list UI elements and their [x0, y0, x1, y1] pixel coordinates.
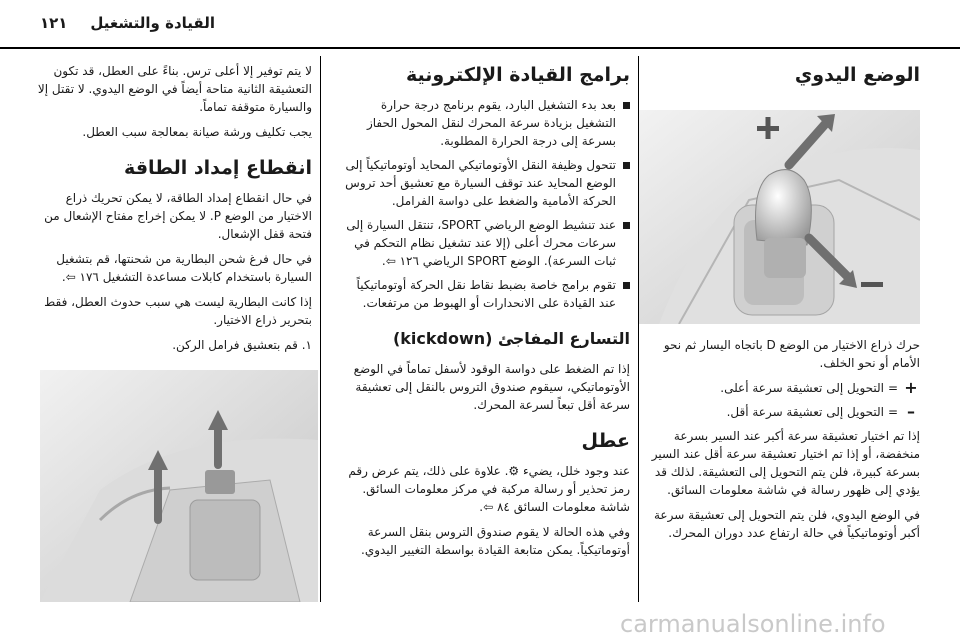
gear-lever-figure-manual	[639, 110, 920, 324]
list-item: تتحول وظيفة النقل الأوتوماتيكي المحايد أوتوماتيكياً إلى الوضع المحايد عند توقف السيارة مع تعشيق أحد تروس الحركة الأمامية والضغط على دواسة الفرامل.	[338, 156, 630, 210]
plus-definition	[640, 379, 920, 397]
column-power-interruption	[36, 62, 312, 361]
gear-lever-illustration	[639, 110, 920, 324]
power-paragraph-2: في حال فرغ شحن البطارية من شحنتها، قم بتشغيل السيارة باستخدام كابلات مساعدة التشغيل ١٧٦ ⇦.	[56, 252, 312, 284]
gear-lever-figure-release	[40, 370, 318, 602]
column-manual-mode-text	[640, 336, 920, 549]
list-item: تقوم برامج خاصة بضبط نقاط نقل الحركة أوتوماتيكياً عند القيادة على الانحدارات أو الهبوط من مرتفعات.	[338, 276, 630, 312]
column-electronic-programs	[338, 62, 630, 566]
kickdown-paragraph: إذا تم الضغط على دواسة الوقود لأسفل تماماً في الوضع الأوتوماتيكي، سيقوم صندوق التروس بالنقل إلى تعشيقة سرعة أقل تبعاً لسرعة المحرك.	[353, 362, 630, 412]
equals-sign: =	[887, 381, 899, 395]
manual-mode-paragraph-1: إذا تم اختيار تعشيقة سرعة أكبر عند السير بسرعة منخفضة، أو إذا تم اختيار تعشيقة سرعة أقل عند السير بسرعة كبيرة، فلن يتم التحويل إلى التعشيقة. لذلك قد يؤدي إلى ظهور رسالة في شاشة معلومات السائق.	[651, 429, 920, 497]
minus-description: التحويل إلى تعشيقة سرعة أقل.	[726, 405, 884, 419]
heading-manual-mode: الوضع اليدوي	[794, 64, 920, 86]
minus-definition	[640, 403, 920, 421]
minus-sign-icon	[861, 282, 883, 287]
column-manual-mode	[640, 62, 920, 96]
minus-symbol: –	[907, 402, 915, 421]
power-step-1: ١. قم بتعشيق فرامل الركن.	[172, 338, 312, 352]
equals-sign: =	[887, 405, 899, 419]
watermark: carmanualsonline.info	[620, 610, 886, 638]
heading-kickdown: التسارع المفاجئ (kickdown)	[392, 329, 630, 348]
power-paragraph-3: إذا كانت البطارية ليست هي سبب حدوث العطل، فقط بتحرير ذراع الاختيار.	[44, 295, 312, 327]
programs-list	[338, 96, 630, 312]
power-paragraph-1: في حال انقطاع إمداد الطاقة، لا يمكن تحريك ذراع الاختيار من الوضع P. لا يمكن إخراج مفتاح الإشعال من فتحة قفل الإشعال.	[44, 191, 312, 241]
manual-mode-intro: حرك ذراع الاختيار من الوضع D باتجاه اليسار ثم نحو الأمام أو نحو الخلف.	[663, 338, 920, 370]
section-title: القيادة والتشغيل	[90, 14, 215, 32]
fault-continued-paragraph: لا يتم توفير إلا أعلى ترس. بناءً على العطل، قد تكون التعشيقة الثانية متاحة أيضاً في الوضع اليدوي. لا تقتل إلا والسيارة متوقفة تماماً.	[37, 64, 312, 114]
fault-workshop-paragraph: يجب تكليف ورشة صيانة بمعالجة سبب العطل.	[82, 125, 312, 139]
manual-mode-paragraph-2: في الوضع اليدوي، فلن يتم التحويل إلى تعشيقة سرعة أكبر أوتوماتيكياً في حالة ارتفاع عدد دوران المحرك.	[654, 508, 920, 540]
heading-electronic-programs: برامج القيادة الإلكترونية	[406, 64, 630, 86]
heading-fault: عطل	[581, 430, 630, 452]
fault-paragraph-2: وفي هذه الحالة لا يقوم صندوق التروس بنقل السرعة أوتوماتيكياً. يمكن متابعة القيادة بواسطة التغيير اليدوي.	[361, 525, 630, 557]
page-number: ١٢١	[40, 14, 68, 32]
list-item: عند تنشيط الوضع الرياضي SPORT، تنتقل السيارة إلى سرعات محرك أعلى (إلا عند تشغيل نظام التحكم في ثبات السرعة). الوضع SPORT الرياضي ١٢٦ ⇦.	[338, 216, 630, 270]
plus-description: التحويل إلى تعشيقة سرعة أعلى.	[720, 381, 884, 395]
header-rule	[0, 47, 960, 49]
fault-paragraph-1: عند وجود خلل، يضيء ⚙. علاوة على ذلك، يتم عرض رقم رمز تحذير أو رسالة مركبة في مركز معلومات السائق. شاشة معلومات السائق ٨٤ ⇦.	[348, 464, 630, 514]
list-item: بعد بدء التشغيل البارد، يقوم برنامج درجة حرارة التشغيل بزيادة سرعة المحرك لنقل المحول الحفاز بسرعة إلى درجة الحرارة المطلوبة.	[338, 96, 630, 150]
plus-symbol: +	[904, 378, 918, 397]
shifter-release-illustration	[40, 370, 318, 602]
column-divider	[320, 56, 321, 602]
heading-power-interruption: انقطاع إمداد الطاقة	[124, 157, 312, 179]
page-header	[0, 0, 960, 46]
